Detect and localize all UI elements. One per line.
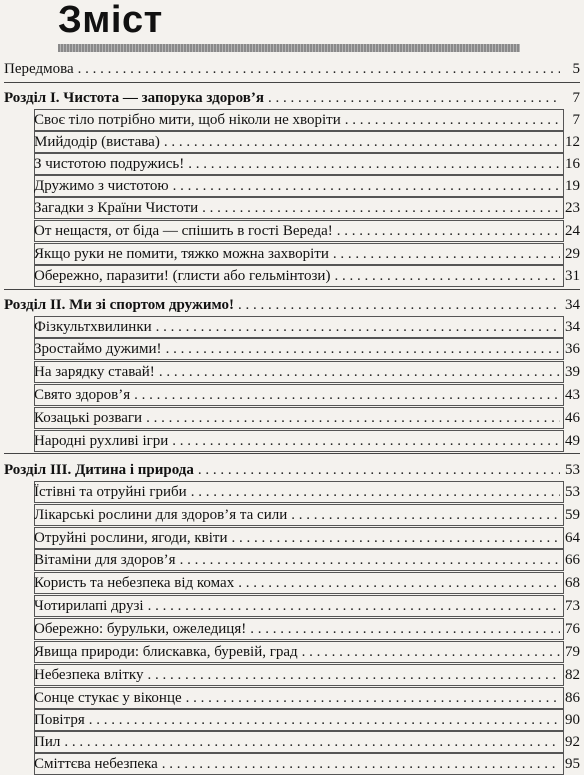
toc-page-number: 31 — [565, 268, 580, 284]
dot-leader — [268, 87, 560, 109]
section-divider — [4, 453, 580, 454]
dot-leader — [334, 265, 560, 287]
toc-entry — [34, 572, 580, 594]
toc-entry-title: Свято здоров’я — [34, 387, 131, 403]
toc-entry-title: Розділ II. Ми зі спортом дружимо! — [4, 297, 235, 313]
toc-entry — [34, 243, 580, 265]
toc-entry — [34, 175, 580, 197]
toc-page-number: 53 — [565, 462, 580, 478]
toc-entry-title: Фізкультхвилинки — [34, 319, 152, 335]
dot-leader — [186, 687, 560, 709]
toc-page-number: 82 — [565, 667, 580, 683]
toc-entry-title: Дружимо з чистотою — [34, 178, 169, 194]
section-divider — [4, 289, 580, 290]
toc-entry — [34, 595, 580, 617]
toc-section-heading — [4, 87, 580, 109]
toc-entry — [34, 549, 580, 571]
toc-entry — [34, 430, 580, 452]
toc-entry — [34, 220, 580, 242]
section-divider — [4, 82, 580, 83]
page-title: Зміст — [58, 0, 163, 41]
toc-page-number: 76 — [565, 621, 580, 637]
toc-entry-title: Якщо руки не помити, тяжко можна захворіти — [34, 246, 329, 262]
dot-leader — [238, 572, 560, 594]
toc-page-number: 64 — [565, 530, 580, 546]
toc-page-number: 46 — [565, 410, 580, 426]
toc-section-heading — [4, 294, 580, 316]
toc-page-number: 29 — [565, 246, 580, 262]
dot-leader — [180, 549, 560, 571]
dot-leader — [191, 481, 560, 503]
toc-page-number: 73 — [565, 598, 580, 614]
dot-leader — [146, 407, 560, 429]
toc-page-number: 34 — [565, 319, 580, 335]
toc-entry — [34, 109, 580, 131]
dot-leader — [89, 709, 560, 731]
toc-entry — [34, 153, 580, 175]
toc-page-number: 39 — [565, 364, 580, 380]
toc-preface — [4, 58, 580, 80]
dot-leader — [250, 618, 560, 640]
dot-leader — [333, 243, 560, 265]
dot-leader — [166, 338, 560, 360]
dot-leader — [164, 131, 560, 153]
toc-page-number: 23 — [565, 200, 580, 216]
toc-entry-title: Передмова — [4, 61, 74, 77]
dot-leader — [188, 153, 560, 175]
toc-entry — [34, 753, 580, 775]
dot-leader — [291, 504, 560, 526]
toc-entry-title: Пил — [34, 734, 61, 750]
toc-section-heading — [4, 459, 580, 481]
toc-entry — [34, 407, 580, 429]
toc-page-number: 5 — [572, 61, 580, 77]
toc-entry — [34, 361, 580, 383]
dot-leader — [238, 294, 560, 316]
toc-entry-title: Загадки з Країни Чистоти — [34, 200, 199, 216]
toc-entry — [34, 197, 580, 219]
toc-entry-title: Користь та небезпека від комах — [34, 575, 235, 591]
toc-entry-title: От нещастя, от біда — спішить в гості Вереда! — [34, 223, 333, 239]
dot-leader — [202, 197, 560, 219]
toc-entry-title: Явища природи: блискавка, буревій, град — [34, 644, 298, 660]
toc-entry-title: Козацькі розваги — [34, 410, 143, 426]
toc-page-number: 59 — [565, 507, 580, 523]
dot-leader — [345, 109, 560, 131]
dot-leader — [159, 361, 560, 383]
toc-entry-title: Сонце стукає у віконце — [34, 690, 182, 706]
toc-page-number: 86 — [565, 690, 580, 706]
toc-entry-title: Мийдодір (вистава) — [34, 134, 160, 150]
dot-leader — [134, 384, 560, 406]
dot-leader — [162, 753, 560, 775]
dot-leader — [198, 459, 560, 481]
toc-page-number: 68 — [565, 575, 580, 591]
toc-page-number: 90 — [565, 712, 580, 728]
toc-page-number: 24 — [565, 223, 580, 239]
toc-page-number: 16 — [565, 156, 580, 172]
dot-leader — [173, 175, 560, 197]
toc-entry — [34, 618, 580, 640]
toc-entry — [34, 641, 580, 663]
toc-page-number: 66 — [565, 552, 580, 568]
toc-page-number: 12 — [565, 134, 580, 150]
toc-entry-title: Обережно: бурульки, ожеледиця! — [34, 621, 247, 637]
dot-leader — [148, 595, 560, 617]
toc-entry-title: Лікарські рослини для здоров’я та сили — [34, 507, 288, 523]
toc-entry-title: Небезпека влітку — [34, 667, 144, 683]
toc-entry-title: Народні рухливі ігри — [34, 433, 169, 449]
toc-page-number: 95 — [565, 756, 580, 772]
toc-entry-title: Обережно, паразити! (глисти або гельмінтози) — [34, 268, 331, 284]
toc-entry-title: Отруйні рослини, ягоди, квіти — [34, 530, 228, 546]
dot-leader — [78, 58, 560, 80]
toc-entry-title: Повітря — [34, 712, 85, 728]
dot-leader — [231, 527, 560, 549]
toc-entry — [34, 731, 580, 753]
toc-page-number: 79 — [565, 644, 580, 660]
toc-entry — [34, 384, 580, 406]
toc-entry-title: Розділ III. Дитина і природа — [4, 462, 194, 478]
toc-page-number: 43 — [565, 387, 580, 403]
dot-leader — [337, 220, 560, 242]
dot-leader — [172, 430, 560, 452]
toc-entry-title: Своє тіло потрібно мити, щоб ніколи не хворіти — [34, 112, 341, 128]
toc-page-number: 53 — [565, 484, 580, 500]
toc-page-number: 49 — [565, 433, 580, 449]
toc-entry-title: На зарядку ставай! — [34, 364, 155, 380]
toc-entry — [34, 265, 580, 287]
toc-entry-title: Сміттєва небезпека — [34, 756, 158, 772]
dot-leader — [64, 731, 560, 753]
toc-entry — [34, 687, 580, 709]
toc-page-number: 7 — [572, 90, 580, 106]
toc-page-number: 36 — [565, 341, 580, 357]
toc-entry — [34, 527, 580, 549]
toc-entry-title: Зростаймо дужими! — [34, 341, 162, 357]
toc-page-number: 7 — [572, 112, 580, 128]
toc-entry — [34, 316, 580, 338]
toc-entry — [34, 664, 580, 686]
dot-leader — [156, 316, 560, 338]
toc-entry-title: Чотирилапі друзі — [34, 598, 144, 614]
dot-leader — [148, 664, 560, 686]
dot-leader — [302, 641, 560, 663]
toc-page-number: 19 — [565, 178, 580, 194]
toc-entry-title: Розділ I. Чистота — запорука здоров’я — [4, 90, 264, 106]
toc-entry — [34, 709, 580, 731]
toc-entry-title: Вітаміни для здоров’я — [34, 552, 176, 568]
toc-entry-title: Їстівні та отруйні гриби — [34, 484, 187, 500]
toc-entry — [34, 131, 580, 153]
toc-page-number: 92 — [565, 734, 580, 750]
toc-entry — [34, 504, 580, 526]
toc-entry-title: З чистотою подружись! — [34, 156, 185, 172]
toc-page-number: 34 — [565, 297, 580, 313]
toc-entry — [34, 481, 580, 503]
toc-entry — [34, 338, 580, 360]
title-underline-bar — [58, 44, 520, 52]
